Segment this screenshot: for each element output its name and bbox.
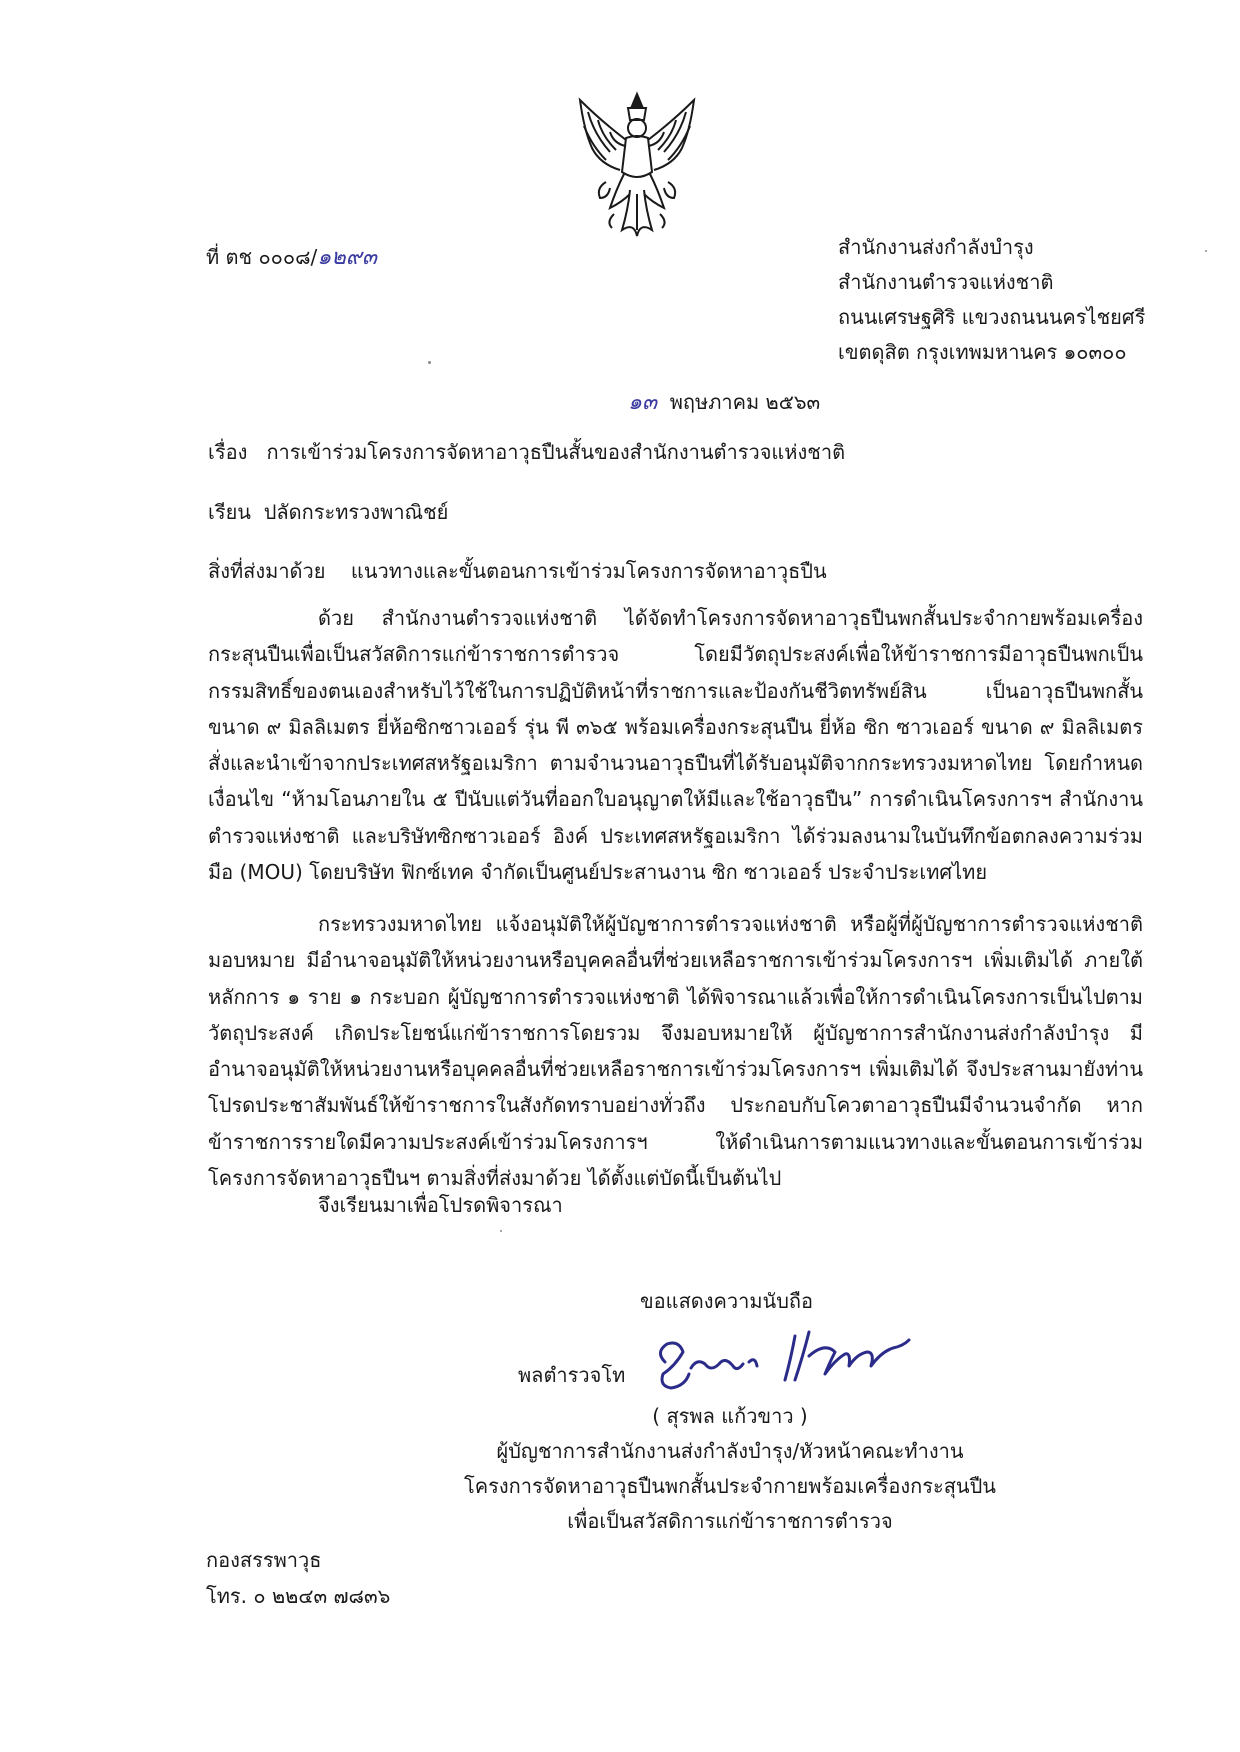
scan-speck (500, 1230, 502, 1232)
enclosure-line (208, 557, 827, 585)
closing-request: จึงเรียนมาเพื่อโปรดพิจารณา (318, 1193, 563, 1217)
recipient-text: ปลัดกระทรวงพาณิชย์ (263, 500, 449, 524)
subject-label: เรื่อง (208, 440, 248, 464)
sender-address-line: สำนักงานส่งกำลังบำรุง (838, 235, 1034, 259)
handwritten-signature (645, 1322, 915, 1402)
complimentary-close: ขอแสดงความนับถือ (640, 1289, 814, 1313)
subject-text: การเข้าร่วมโครงการจัดหาอาวุธปืนสั้นของสำนักงานตำรวจแห่งชาติ (266, 440, 846, 464)
enclosure-text: แนวทางและขั้นตอนการเข้าร่วมโครงการจัดหาอาวุธปืน (350, 559, 827, 583)
reference-number-handwritten: ๑๒๙๓ (317, 245, 377, 270)
enclosure-label: สิ่งที่ส่งมาด้วย (208, 559, 326, 583)
signer-position-line: โครงการจัดหาอาวุธปืนพกสั้นประจำกายพร้อมเครื่องกระสุนปืน (464, 1474, 996, 1498)
signer-name: ( สุรพล แก้วขาว ) (652, 1404, 808, 1428)
recipient-label: เรียน (208, 500, 251, 524)
date-day-handwritten: ๑๓ (628, 390, 658, 415)
signer-rank: พลตำรวจโท (518, 1363, 626, 1387)
letter-date (628, 388, 820, 417)
signer-position-line: ผู้บัญชาการสำนักงานส่งกำลังบำรุง/หัวหน้าคณะทำงาน (496, 1439, 964, 1463)
sender-address-line: ถนนเศรษฐศิริ แขวงถนนนครไชยศรี (838, 305, 1146, 329)
sender-address-line: เขตดุสิต กรุงเทพมหานคร ๑๐๓๐๐ (838, 340, 1127, 364)
recipient-line (208, 498, 448, 526)
subject-line (208, 438, 845, 466)
body-paragraph-1: ด้วย สำนักงานตำรวจแห่งชาติ ได้จัดทำโครงการจัดหาอาวุธปืนพกสั้นประจำกายพร้อมเครื่องกระสุนปืนเพื่อเป็นสวัสดิการแก่ข้าราชการตำรวจ โดยมีวัตถุประสงค์เพื่อให้ข้าราชการมีอาวุธปืนพกเป็นกรรมสิทธิ์ของตนเองสำหรับไว้ใช้ในการปฏิบัติหน้าที่ราชการและป้องกันชีวิตทรัพย์สิน เป็นอาวุธปืนพกสั้น ขนาด ๙ มิลลิเมตร ยี่ห้อซิกซาวเออร์ รุ่น พี ๓๖๕ พร้อมเครื่องกระสุนปืน ยี่ห้อ ซิก ซาวเออร์ ขนาด ๙ มิลลิเมตร สั่งและนำเข้าจากประเทศสหรัฐอเมริกา ตามจำนวนอาวุธปืนที่ได้รับอนุมัติจากกระทรวงมหาดไทย โดยกำหนดเงื่อนไข “ห้ามโอนภายใน ๕ ปีนับแต่วันที่ออกใบอนุญาตให้มีและใช้อาวุธปืน” การดำเนินโครงการฯ สำนักงานตำรวจแห่งชาติ และบริษัทซิกซาวเออร์ อิงค์ ประเทศสหรัฐอเมริกา ได้ร่วมลงนามในบันทึกข้อตกลงความร่วมมือ (MOU) โดยบริษัท ฟิกซ์เทค จำกัดเป็นศูนย์ประสานงาน ซิก ซาวเออร์ ประจำประเทศไทย (208, 606, 1143, 885)
date-month-year: พฤษภาคม ๒๕๖๓ (669, 390, 821, 414)
signer-position-line: เพื่อเป็นสวัสดิการแก่ข้าราชการตำรวจ (567, 1509, 893, 1533)
sender-address (838, 230, 1145, 370)
body-paragraph-2: กระทรวงมหาดไทย แจ้งอนุมัติให้ผู้บัญชาการตำรวจแห่งชาติ หรือผู้ที่ผู้บัญชาการตำรวจแห่งชาติมอบหมาย มีอำนาจอนุมัติให้หน่วยงานหรือบุคคลอื่นที่ช่วยเหลือราชการเข้าร่วมโครงการฯ เพิ่มเติมได้ ภายใต้หลักการ ๑ ราย ๑ กระบอก ผู้บัญชาการตำรวจแห่งชาติ ได้พิจารณาแล้วเพื่อให้การดำเนินโครงการเป็นไปตามวัตถุประสงค์ เกิดประโยชน์แก่ข้าราชการโดยรวม จึงมอบหมายให้ ผู้บัญชาการสำนักงานส่งกำลังบำรุง มีอำนาจอนุมัติให้หน่วยงานหรือบุคคลอื่นที่ช่วยเหลือราชการเข้าร่วมโครงการฯ เพิ่มเติมได้ จึงประสานมายังท่านโปรดประชาสัมพันธ์ให้ข้าราชการในสังกัดทราบอย่างทั่วถึง ประกอบกับโควตาอาวุธปืนมีจำนวนจำกัด หากข้าราชการรายใดมีความประสงค์เข้าร่วมโครงการฯ ให้ดำเนินการตามแนวทางและขั้นตอนการเข้าร่วมโครงการจัดหาอาวุธปืนฯ ตามสิ่งที่ส่งมาด้วย ได้ตั้งแต่บัดนี้เป็นต้นไป (208, 912, 1143, 1191)
footer-division: กองสรรพาวุธ (206, 1548, 322, 1572)
sender-address-line: สำนักงานตำรวจแห่งชาติ (838, 270, 1054, 294)
reference-label: ที่ ตช ๐๐๐๘/ (206, 245, 318, 269)
scan-speck (1205, 250, 1207, 252)
footer-phone: โทร. ๐ ๒๒๔๓ ๗๘๓๖ (206, 1584, 391, 1608)
reference-number (206, 243, 377, 272)
garuda-emblem-icon (570, 90, 705, 240)
scan-speck (428, 361, 431, 364)
